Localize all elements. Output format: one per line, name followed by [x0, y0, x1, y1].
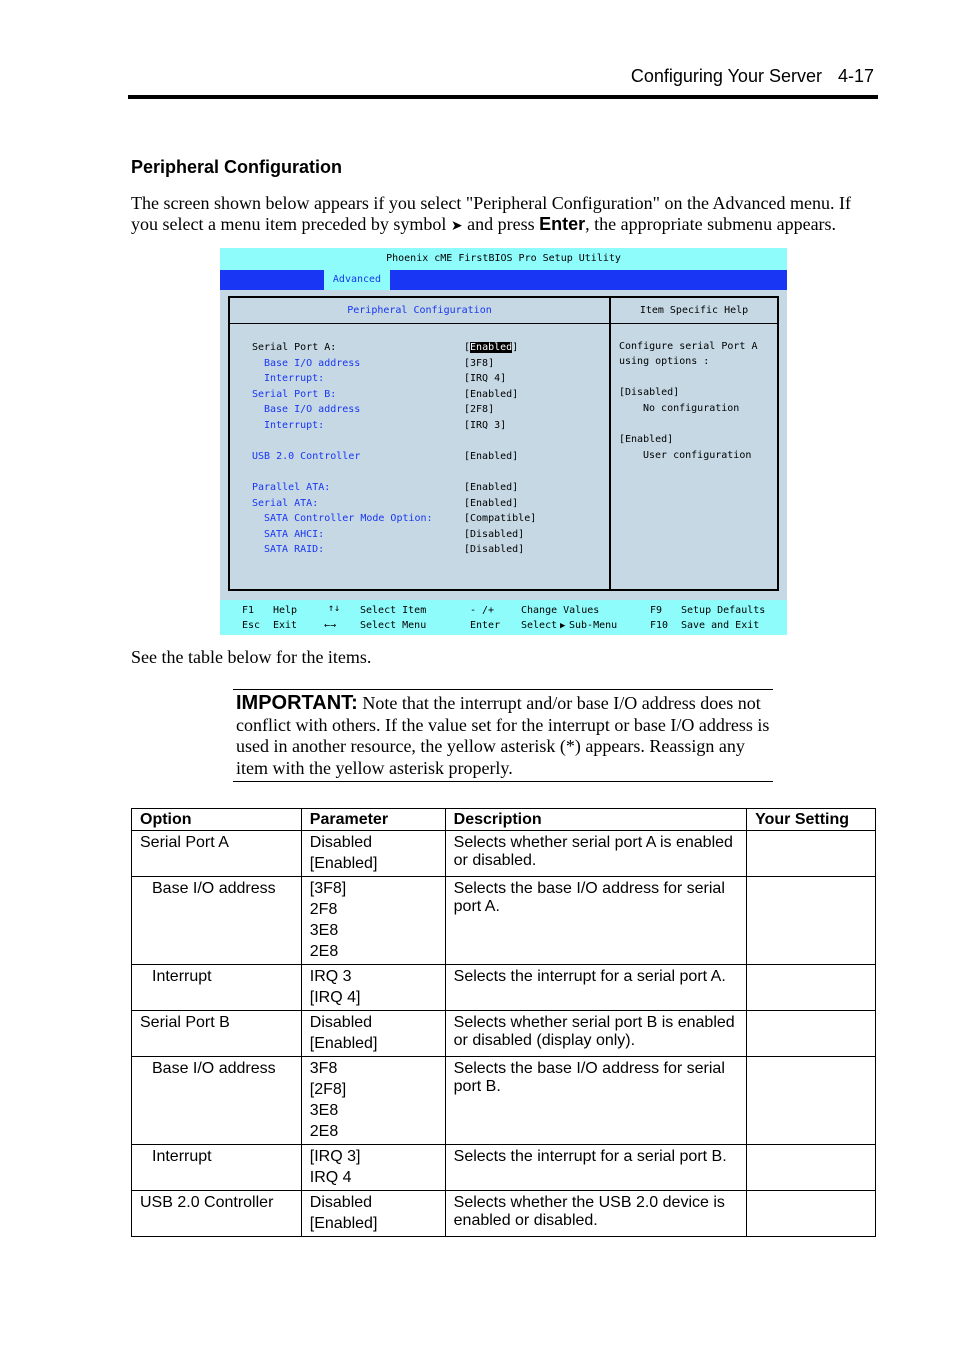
- key-minusplus: - /+: [470, 605, 495, 616]
- option-cell: USB 2.0 Controller: [132, 1191, 302, 1237]
- parameter-cell: [301, 1191, 445, 1237]
- page-header: [631, 66, 874, 87]
- help-line: No configuration: [643, 403, 740, 414]
- table-row: [132, 1191, 876, 1237]
- table-row: [132, 965, 876, 1011]
- setting-cell: [747, 965, 876, 1011]
- bios-item-label[interactable]: Base I/O address: [264, 358, 361, 369]
- header-rule: [128, 95, 878, 99]
- bios-item-label[interactable]: Interrupt:: [264, 373, 325, 384]
- up-down-arrow-icon: ↑↓: [328, 603, 341, 614]
- parameter-value: 3E8: [309, 922, 339, 939]
- setting-cell: [747, 1011, 876, 1057]
- bios-item-value[interactable]: [Enabled]: [464, 342, 519, 353]
- setting-cell: [747, 1145, 876, 1191]
- parameter-cell: [301, 877, 445, 965]
- setting-cell: [747, 1057, 876, 1145]
- parameter-value: Disabled: [309, 1014, 373, 1031]
- option-cell: Interrupt: [132, 1145, 302, 1191]
- section-title: Peripheral Configuration: [131, 157, 343, 177]
- table-row: [132, 831, 876, 877]
- bios-item-label[interactable]: Serial Port A:: [252, 342, 337, 353]
- bios-item-value[interactable]: [IRQ 3]: [464, 420, 507, 431]
- parameter-value: [Enabled]: [309, 855, 378, 872]
- parameter-value: [2F8]: [309, 1081, 347, 1098]
- bios-item-value[interactable]: [3F8]: [464, 358, 495, 369]
- table-row: [132, 1011, 876, 1057]
- parameter-cell: [301, 1011, 445, 1057]
- intro-text-3: , the appropriate submenu appears.: [585, 214, 837, 234]
- bios-title: Phoenix cME FirstBIOS Pro Setup Utility: [220, 248, 787, 270]
- column-header: Your Setting: [747, 809, 876, 831]
- parameter-value: [IRQ 4]: [309, 989, 361, 1006]
- important-text: Note that the interrupt and/or base I/O address does not conflict with others. If the value set for the interrupt or base I/O address is used in another resource, the yellow asterisk (*) appears. Reassign any item with the yellow asterisk properly.: [236, 693, 770, 778]
- parameter-cell: [301, 1057, 445, 1145]
- table-header-row: [132, 809, 876, 831]
- parameter-cell: [301, 965, 445, 1011]
- intro-text: The screen shown below appears if you select "Peripheral Configuration" on the Advanced menu. If you select a menu item preceded by symbol: [131, 193, 851, 234]
- bios-selected-value[interactable]: Enabled: [470, 342, 513, 353]
- description-cell: Selects the base I/O address for serial port B.: [445, 1057, 746, 1145]
- parameter-value: Disabled: [309, 1194, 373, 1211]
- intro-paragraph: [131, 193, 881, 237]
- bios-item-label[interactable]: Parallel ATA:: [252, 482, 331, 493]
- description-cell: Selects whether serial port B is enabled or disabled (display only).: [445, 1011, 746, 1057]
- key-esc-label: Exit: [273, 620, 298, 631]
- header-title: Configuring Your Server: [630, 66, 822, 86]
- intro-text-2: and press: [462, 214, 540, 234]
- key-f9: F9: [650, 605, 663, 616]
- option-cell: Serial Port A: [132, 831, 302, 877]
- bios-item-value[interactable]: [2F8]: [464, 404, 495, 415]
- enter-key-label: Enter: [539, 214, 586, 234]
- bios-item-label[interactable]: Base I/O address: [264, 404, 361, 415]
- important-label: IMPORTANT:: [236, 692, 358, 714]
- parameter-value: IRQ 3: [309, 968, 352, 985]
- help-line: using options :: [619, 356, 710, 367]
- key-f1-label: Help: [273, 605, 298, 616]
- description-cell: Selects the base I/O address for serial port A.: [445, 877, 746, 965]
- parameter-value: [3F8]: [309, 880, 347, 897]
- parameter-value: [Enabled]: [309, 1035, 378, 1052]
- option-cell: Base I/O address: [132, 1057, 302, 1145]
- bios-item-value[interactable]: [Enabled]: [464, 451, 519, 462]
- left-right-arrow-icon: ←→: [324, 620, 337, 631]
- description-cell: Selects whether serial port A is enabled or disabled.: [445, 831, 746, 877]
- parameter-cell: [301, 831, 445, 877]
- key-f10-label: Save and Exit: [681, 620, 760, 631]
- bios-item-label[interactable]: Serial Port B:: [252, 389, 337, 400]
- key-leftright-label: Select Menu: [360, 620, 427, 631]
- key-f1: F1: [242, 605, 255, 616]
- option-cell: Interrupt: [132, 965, 302, 1011]
- bios-menubar: [220, 270, 787, 290]
- bios-main-panel: [228, 296, 611, 591]
- key-updown-label: Select Item: [360, 605, 427, 616]
- bios-key-legend: [220, 600, 787, 635]
- parameter-value: 2E8: [309, 943, 339, 960]
- key-submenu-label: Sub-Menu: [569, 620, 618, 631]
- bios-help-heading: Item Specific Help: [611, 298, 777, 324]
- key-f9-label: Setup Defaults: [681, 605, 766, 616]
- description-cell: Selects whether the USB 2.0 device is enabled or disabled.: [445, 1191, 746, 1237]
- table-row: [132, 877, 876, 965]
- parameter-value: 2F8: [309, 901, 338, 918]
- parameter-value: 3F8: [309, 1060, 338, 1077]
- description-cell: Selects the interrupt for a serial port B.: [445, 1145, 746, 1191]
- bios-item-value[interactable]: [IRQ 4]: [464, 373, 507, 384]
- bios-item-value[interactable]: [Enabled]: [464, 498, 519, 509]
- bios-help-panel: [611, 296, 779, 591]
- bios-item-label[interactable]: SATA AHCI:: [264, 529, 325, 540]
- options-table: [131, 808, 876, 1237]
- bios-item-value[interactable]: [Compatible]: [464, 513, 537, 524]
- submenu-triangle-icon: ▶: [560, 621, 566, 631]
- help-line: [Disabled]: [619, 387, 680, 398]
- setting-cell: [747, 831, 876, 877]
- bios-item-label[interactable]: SATA RAID:: [264, 544, 325, 555]
- tab-advanced[interactable]: Advanced: [324, 270, 390, 290]
- important-note: [233, 689, 773, 782]
- bios-item-label[interactable]: SATA Controller Mode Option:: [264, 513, 433, 524]
- parameter-value: 2E8: [309, 1123, 339, 1140]
- bios-screen: [220, 248, 787, 635]
- table-row: [132, 1145, 876, 1191]
- bios-item-value[interactable]: [Disabled]: [464, 529, 525, 540]
- key-minusplus-label: Change Values: [521, 605, 600, 616]
- parameter-value: IRQ 4: [309, 1169, 352, 1186]
- parameter-cell: [301, 1145, 445, 1191]
- submenu-arrow-icon: ➤: [450, 219, 463, 234]
- parameter-value: [Enabled]: [309, 1215, 378, 1232]
- column-header: Description: [445, 809, 746, 831]
- bios-main-heading: Peripheral Configuration: [230, 298, 609, 324]
- bios-item-value[interactable]: [Enabled]: [464, 389, 519, 400]
- help-line: Configure serial Port A: [619, 341, 758, 352]
- key-f10: F10: [650, 620, 669, 631]
- column-header: Option: [132, 809, 302, 831]
- parameter-value: Disabled: [309, 834, 373, 851]
- setting-cell: [747, 1191, 876, 1237]
- bios-item-label[interactable]: USB 2.0 Controller: [252, 451, 361, 462]
- bios-item-label[interactable]: Interrupt:: [264, 420, 325, 431]
- bios-item-label[interactable]: Serial ATA:: [252, 498, 319, 509]
- column-header: Parameter: [301, 809, 445, 831]
- help-line: User configuration: [643, 450, 752, 461]
- option-cell: Base I/O address: [132, 877, 302, 965]
- setting-cell: [747, 877, 876, 965]
- parameter-value: [IRQ 3]: [309, 1148, 361, 1165]
- parameter-value: 3E8: [309, 1102, 339, 1119]
- table-row: [132, 1057, 876, 1145]
- bios-item-value[interactable]: [Enabled]: [464, 482, 519, 493]
- key-esc: Esc: [242, 620, 261, 631]
- see-table-note: See the table below for the items.: [131, 647, 372, 667]
- key-enter-label: Select: [521, 620, 558, 631]
- option-cell: Serial Port B: [132, 1011, 302, 1057]
- key-enter: Enter: [470, 620, 501, 631]
- bios-item-value[interactable]: [Disabled]: [464, 544, 525, 555]
- description-cell: Selects the interrupt for a serial port A.: [445, 965, 746, 1011]
- page-number: 4-17: [837, 66, 874, 86]
- help-line: [Enabled]: [619, 434, 674, 445]
